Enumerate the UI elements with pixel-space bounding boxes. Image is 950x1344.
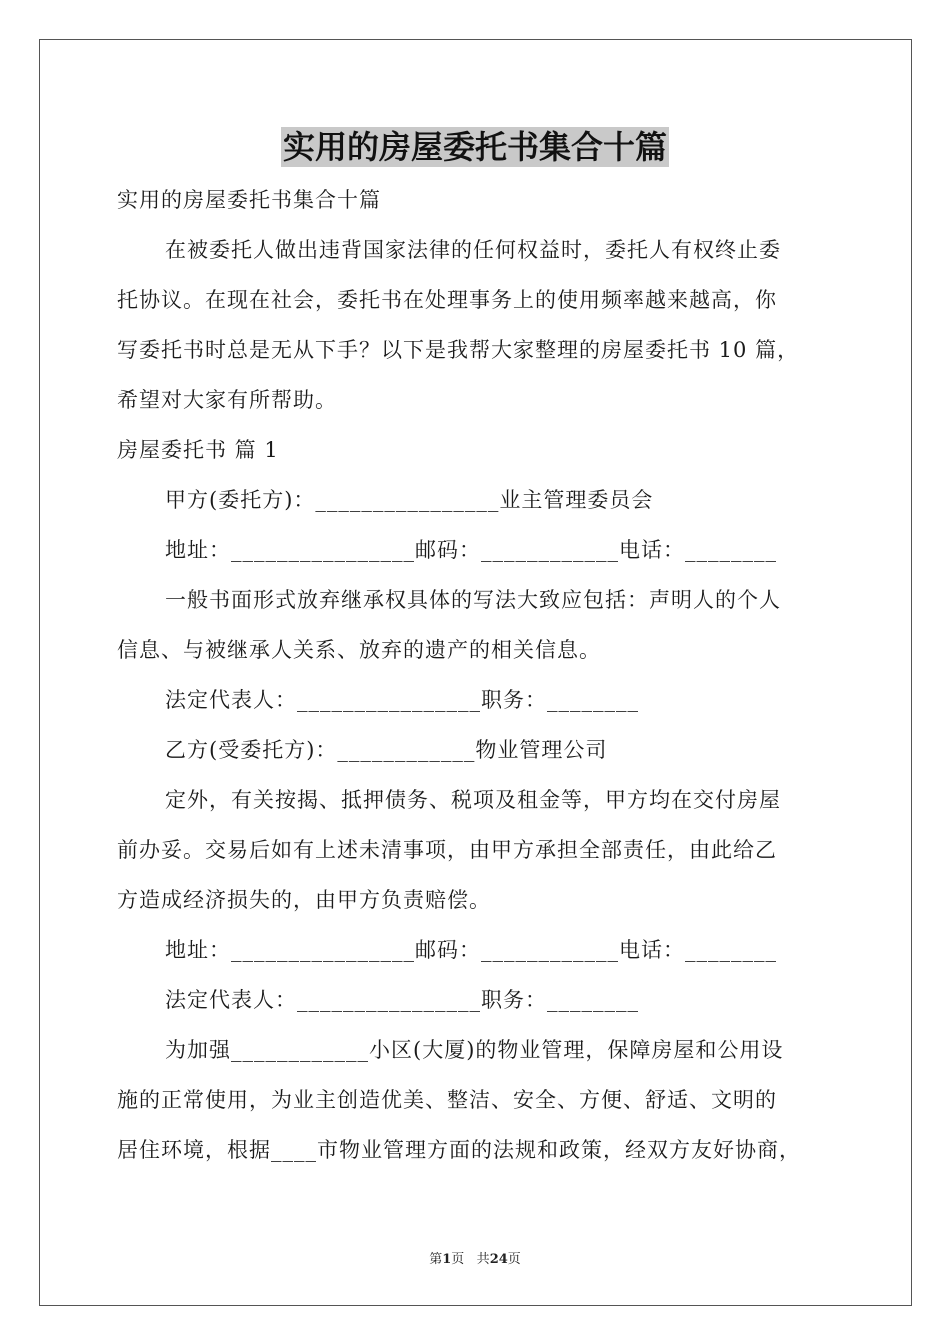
paragraph-line: 希望对大家有所帮助。 <box>117 388 337 412</box>
page-frame <box>39 39 912 1306</box>
document-title <box>0 127 950 167</box>
footer-total-prefix: 共 <box>476 1252 490 1267</box>
address-line: 地址：________________邮码：____________电话：________ <box>165 938 777 962</box>
footer-page-number: 1 <box>442 1252 452 1267</box>
footer-page-prefix: 第 <box>429 1252 443 1267</box>
address-line: 地址：________________邮码：____________电话：________ <box>165 538 777 562</box>
paragraph-line: 信息、与被继承人关系、放弃的遗产的相关信息。 <box>117 638 601 662</box>
paragraph-line: 定外，有关按揭、抵押债务、税项及租金等，甲方均在交付房屋 <box>165 788 781 812</box>
paragraph-line: 在被委托人做出违背国家法律的任何权益时，委托人有权终止委 <box>165 238 781 262</box>
paragraph-line: 写委托书时总是无从下手？以下是我帮大家整理的房屋委托书 10 篇， <box>117 338 800 362</box>
party-b-line: 乙方(受委托方)：____________物业管理公司 <box>165 738 608 762</box>
paragraph-line: 方造成经济损失的，由甲方负责赔偿。 <box>117 888 491 912</box>
paragraph-line: 施的正常使用，为业主创造优美、整洁、安全、方便、舒适、文明的 <box>117 1088 777 1112</box>
paragraph-line: 一般书面形式放弃继承权具体的写法大致应包括：声明人的个人 <box>165 588 781 612</box>
legal-rep-line: 法定代表人：________________职务：________ <box>165 988 639 1012</box>
document-title-text: 实用的房屋委托书集合十篇 <box>282 128 667 166</box>
legal-rep-line: 法定代表人：________________职务：________ <box>165 688 639 712</box>
subtitle-line: 实用的房屋委托书集合十篇 <box>117 188 381 212</box>
section-heading: 房屋委托书 篇 1 <box>117 438 279 462</box>
footer-total-suffix: 页 <box>507 1252 521 1267</box>
paragraph-line: 前办妥。交易后如有上述未清事项，由甲方承担全部责任，由此给乙 <box>117 838 777 862</box>
page-footer <box>0 1248 950 1267</box>
paragraph-line: 托协议。在现在社会，委托书在处理事务上的使用频率越来越高，你 <box>117 288 777 312</box>
footer-total-pages: 24 <box>489 1252 508 1267</box>
party-a-line: 甲方(委托方)：________________业主管理委员会 <box>165 488 654 512</box>
footer-page-suffix: 页 <box>451 1252 465 1267</box>
paragraph-line: 居住环境，根据____市物业管理方面的法规和政策，经双方友好协商， <box>117 1138 801 1162</box>
paragraph-line: 为加强____________小区(大厦)的物业管理，保障房屋和公用设 <box>165 1038 784 1062</box>
